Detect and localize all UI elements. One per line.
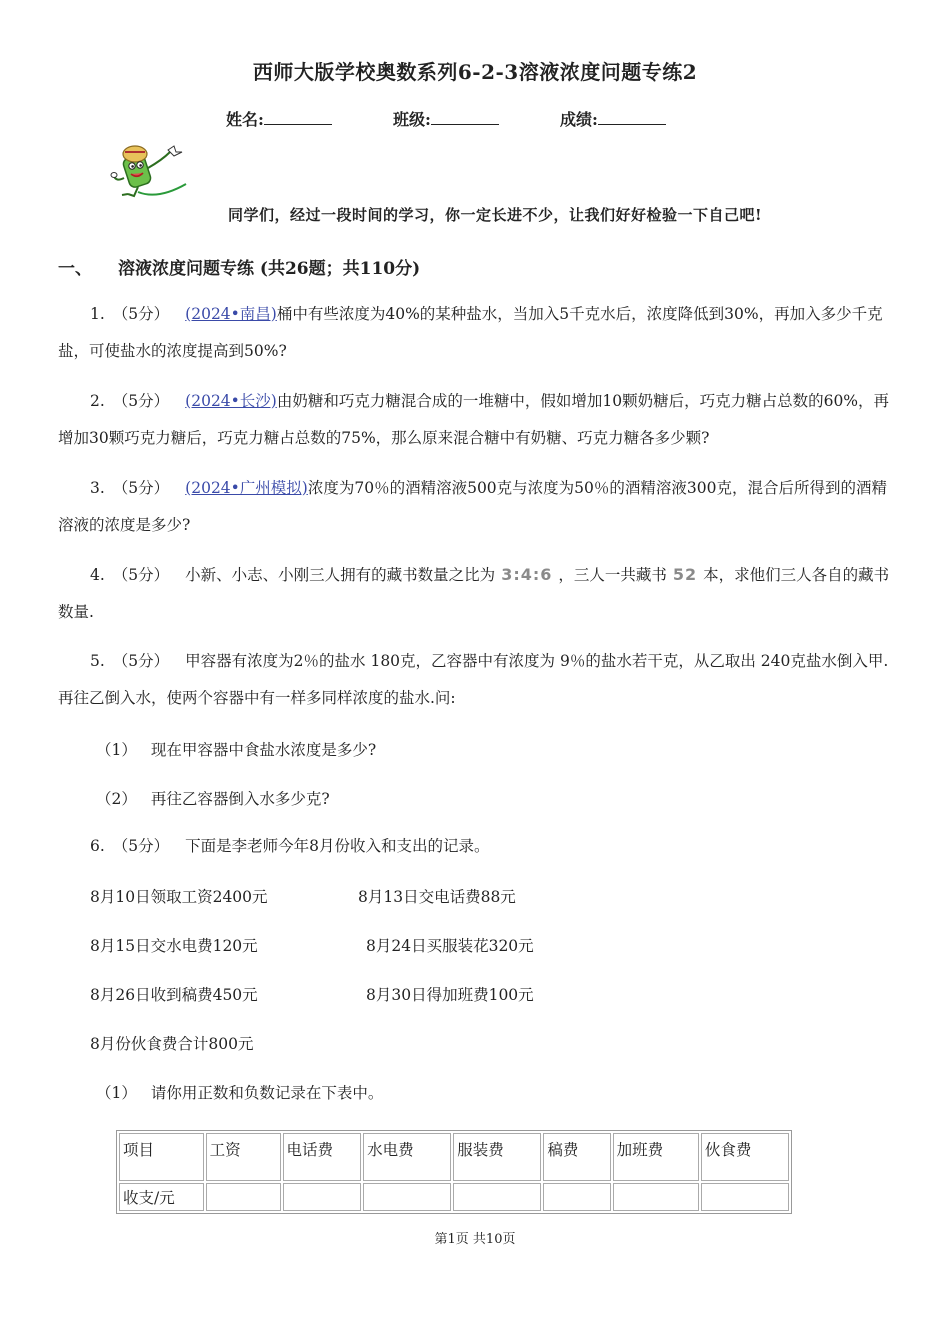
score-blank[interactable] xyxy=(598,110,666,125)
book-count-value: 52 xyxy=(672,565,698,584)
question-text: 浓度为70％的酒精溶液500克与浓度为50％的酒精溶液300克，混合后所得到的酒精溶液的浓度是多少? xyxy=(58,479,887,534)
table-row xyxy=(119,1183,789,1211)
table-header-row xyxy=(119,1133,789,1181)
question-source-link[interactable]: (2024•广州模拟) xyxy=(185,479,308,497)
question-score: （5分） xyxy=(112,479,170,497)
table-header-cell: 加班费 xyxy=(613,1133,699,1181)
table-header-cell: 稿费 xyxy=(543,1133,610,1181)
sub-question-text: 再往乙容器倒入水多少克? xyxy=(150,790,330,808)
sub-question-label: （1） xyxy=(96,1084,137,1102)
table-answer-cell[interactable] xyxy=(363,1183,451,1211)
question-score: （5分） xyxy=(112,392,170,410)
score-field[interactable] xyxy=(560,107,666,130)
table-header-cell: 项目 xyxy=(119,1133,204,1181)
question-score: （5分） xyxy=(112,566,170,584)
question-5-sub-1 xyxy=(96,738,376,760)
question-text: 下面是李老师今年8月份收入和支出的记录。 xyxy=(185,837,490,855)
sub-question-text: 现在甲容器中食盐水浓度是多少? xyxy=(150,741,377,759)
question-source-link[interactable]: (2024•长沙) xyxy=(185,392,277,410)
question-text: ，三人一共藏书 xyxy=(558,566,667,584)
record-item: 8月26日收到稿费450元 xyxy=(90,986,258,1004)
class-label: 班级: xyxy=(393,110,431,129)
pencil-mascot-icon xyxy=(108,140,194,202)
question-number: 4. xyxy=(90,566,105,584)
table-answer-cell[interactable] xyxy=(453,1183,541,1211)
table-row-label: 收支/元 xyxy=(119,1183,204,1211)
table-answer-cell[interactable] xyxy=(283,1183,362,1211)
score-label: 成绩: xyxy=(560,110,598,129)
question-score: （5分） xyxy=(112,837,170,855)
table-answer-cell[interactable] xyxy=(206,1183,281,1211)
question-number: 2. xyxy=(90,392,105,410)
question-3 xyxy=(58,470,894,544)
page-title: 西师大版学校奥数系列6-2-3溶液浓度问题专练2 xyxy=(252,60,698,84)
question-source-link[interactable]: (2024•南昌) xyxy=(185,305,277,323)
question-score: （5分） xyxy=(112,305,170,323)
question-text: 本，求他们三人各自的藏书数量. xyxy=(58,566,890,621)
record-item: 8月份伙食费合计800元 xyxy=(90,1035,254,1053)
record-item: 8月24日买服装花320元 xyxy=(366,937,534,955)
class-blank[interactable] xyxy=(431,110,499,125)
record-item: 8月15日交水电费120元 xyxy=(90,937,258,955)
section-number: 一、 xyxy=(58,259,92,279)
question-number: 3. xyxy=(90,479,105,497)
table-header-cell: 服装费 xyxy=(453,1133,541,1181)
sub-question-label: （2） xyxy=(96,790,137,808)
question-5-sub-2 xyxy=(96,787,330,809)
page-footer: 第1页 共10页 xyxy=(434,1232,516,1247)
sub-question-label: （1） xyxy=(96,741,137,759)
table-answer-cell[interactable] xyxy=(701,1183,789,1211)
question-text: 甲容器有浓度为2％的盐水 180克，乙容器中有浓度为 9％的盐水若干克，从乙取出 240克盐水倒入甲.再往乙倒入水，使两个容器中有一样多同样浓度的盐水.问: xyxy=(58,652,889,707)
question-4 xyxy=(58,556,894,631)
question-number: 1. xyxy=(90,305,105,323)
question-number: 6. xyxy=(90,837,105,855)
table-header-cell: 工资 xyxy=(206,1133,281,1181)
sub-question-text: 请你用正数和负数记录在下表中。 xyxy=(150,1084,384,1102)
question-text: 桶中有些浓度为40%的某种盐水，当加入5千克水后，浓度降低到30%，再加入多少千克盐，可使盐水的浓度提高到50%? xyxy=(58,305,883,360)
record-item: 8月13日交电话费88元 xyxy=(358,888,516,906)
record-item: 8月30日得加班费100元 xyxy=(366,986,534,1004)
question-1 xyxy=(58,296,894,370)
question-number: 5. xyxy=(90,652,105,670)
table-header-cell: 电话费 xyxy=(283,1133,362,1181)
name-blank[interactable] xyxy=(264,110,332,125)
question-6-sub-1 xyxy=(96,1081,383,1103)
question-2 xyxy=(58,383,894,457)
table-header-cell: 水电费 xyxy=(363,1133,451,1181)
question-score: （5分） xyxy=(112,652,170,670)
table-answer-cell[interactable] xyxy=(613,1183,699,1211)
question-6 xyxy=(58,828,894,865)
question-text: 小新、小志、小刚三人拥有的藏书数量之比为 xyxy=(185,566,496,584)
question-text: 由奶糖和巧克力糖混合成的一堆糖中，假如增加10颗奶糖后，巧克力糖占总数的60%，再增加30颗巧克力糖后，巧克力糖占总数的75%，那么原来混合糖中有奶糖、巧克力糖各多少颗? xyxy=(58,392,890,447)
income-expense-table xyxy=(116,1130,792,1214)
table-answer-cell[interactable] xyxy=(543,1183,610,1211)
ratio-value: 3:4:6 xyxy=(501,565,553,584)
record-item: 8月10日领取工资2400元 xyxy=(90,888,268,906)
name-label: 姓名: xyxy=(226,110,264,129)
encouragement-text: 同学们，经过一段时间的学习，你一定长进不少，让我们好好检验一下自己吧! xyxy=(228,206,763,224)
question-5 xyxy=(58,643,894,717)
name-field[interactable] xyxy=(226,107,332,130)
section-title: 溶液浓度问题专练 (共26题；共110分) xyxy=(118,259,421,279)
section-heading xyxy=(58,254,420,279)
table-header-cell: 伙食费 xyxy=(701,1133,789,1181)
class-field[interactable] xyxy=(393,107,499,130)
